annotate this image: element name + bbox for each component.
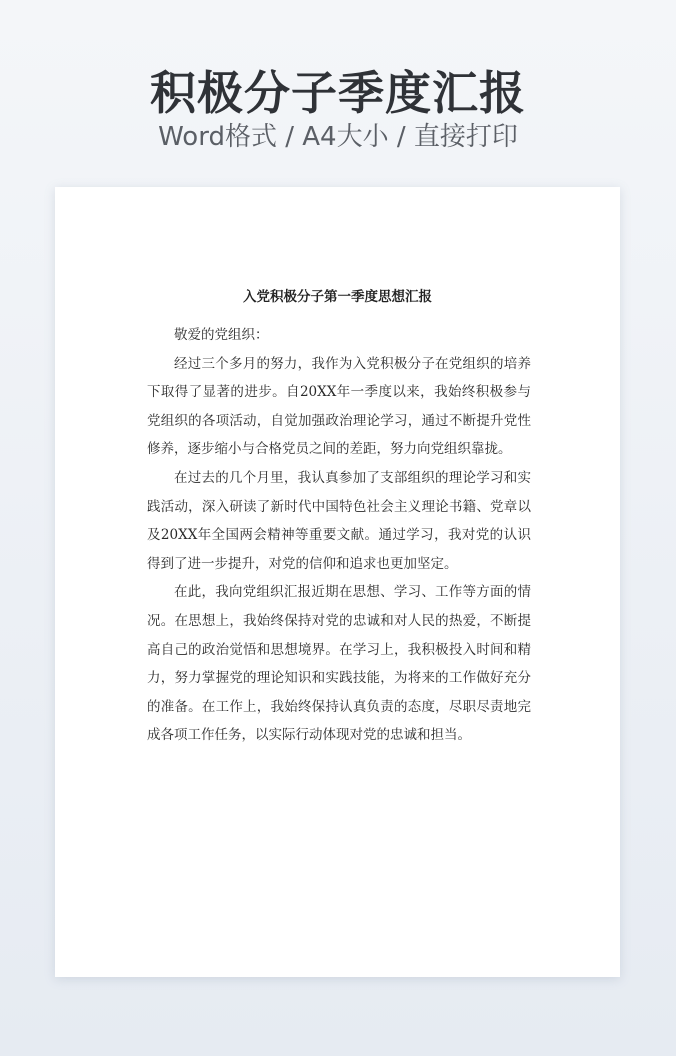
document-body bbox=[147, 321, 531, 750]
document-title: 入党积极分子第一季度思想汇报 bbox=[243, 289, 432, 305]
document-page bbox=[55, 187, 620, 977]
banner-title: 积极分子季度汇报 bbox=[150, 66, 526, 120]
banner-subtitle: Word格式 / A4大小 / 直接打印 bbox=[158, 122, 518, 152]
salutation: 敬爱的党组织： bbox=[174, 327, 269, 343]
paragraph-3: 在此，我向党组织汇报近期在思想、学习、工作等方面的情况。在思想上，我始终保持对党的忠诚和对人民的热爱，不断提高自己的政治觉悟和思想境界。在学习上，我积极投入时间和精力，努力掌握党的理论知识和实践技能，为将来的工作做好充分的准备。在工作上，我始终保持认真负责的态度，尽职尽责地完成各项工作任务，以实际行动体现对党的忠诚和担当。 bbox=[147, 584, 531, 744]
paragraph-1: 经过三个多月的努力，我作为入党积极分子在党组织的培养下取得了显著的进步。自20XX年一季度以来，我始终积极参与党组织的各项活动，自觉加强政治理论学习，通过不断提升党性修养，逐步缩小与合格党员之间的差距，努力向党组织靠拢。 bbox=[147, 355, 531, 458]
paragraph-2: 在过去的几个月里，我认真参加了支部组织的理论学习和实践活动，深入研读了新时代中国特色社会主义理论书籍、党章以及20XX年全国两会精神等重要文献。通过学习，我对党的认识得到了进一步提升，对党的信仰和追求也更加坚定。 bbox=[147, 469, 531, 572]
